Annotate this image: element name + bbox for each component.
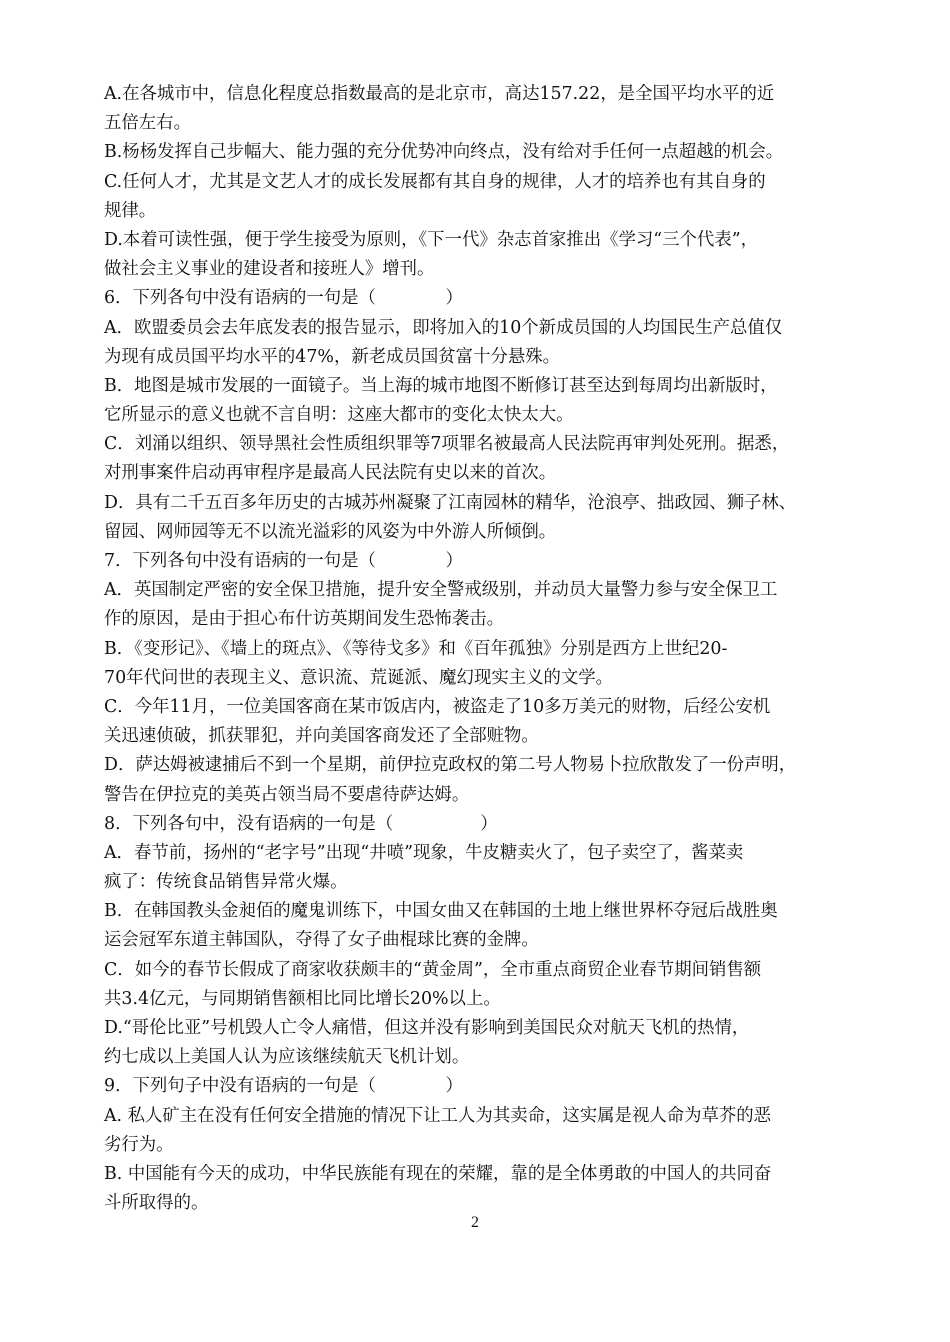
text-line: 70年代问世的表现主义、意识流、荒诞派、魔幻现实主义的文学。 bbox=[104, 667, 614, 688]
text-line: 为现有成员国平均水平的47%，新老成员国贫富十分悬殊。 bbox=[104, 346, 561, 367]
text-line: D.“哥伦比亚”号机毁人亡令人痛惜，但这并没有影响到美国民众对航天飞机的热情， bbox=[104, 1018, 750, 1038]
text-line: 疯了：传统食品销售异常火爆。 bbox=[104, 872, 348, 893]
text-line: 8．下列各句中，没有语病的一句是（ ） bbox=[104, 813, 498, 834]
text-line: D．萨达姆被逮捕后不到一个星期，前伊拉克政权的第二号人物易卜拉欣散发了一份声明， bbox=[104, 755, 797, 776]
text-line: B．在韩国教头金昶佰的魔鬼训练下，中国女曲又在韩国的土地上继世界杯夺冠后战胜奥 bbox=[104, 901, 778, 922]
text-line: 对刑事案件启动再审程序是最高人民法院有史以来的首次。 bbox=[104, 463, 557, 484]
text-line: 关迅速侦破，抓获罪犯，并向美国客商发还了全部赃物。 bbox=[104, 726, 539, 747]
text-line: B. 中国能有今天的成功，中华民族能有现在的荣耀，靠的是全体勇敢的中国人的共同奋 bbox=[104, 1163, 772, 1184]
text-line: A. 私人矿主在没有任何安全措施的情况下让工人为其卖命，这实属是视人命为草芥的恶 bbox=[104, 1105, 772, 1126]
text-line: 斗所取得的。 bbox=[104, 1193, 209, 1214]
text-line: 规律。 bbox=[104, 200, 157, 221]
page-number: 2 bbox=[471, 1214, 479, 1231]
text-line: 五倍左右。 bbox=[104, 113, 191, 134]
text-line: 它所显示的意义也就不言自明：这座大都市的变化太快太大。 bbox=[104, 405, 574, 426]
text-line: A．欧盟委员会去年底发表的报告显示，即将加入的10个新成员国的人均国民生产总值仅 bbox=[104, 317, 783, 338]
text-line: B．地图是城市发展的一面镜子。当上海的城市地图不断修订甚至达到每周均出新版时， bbox=[104, 375, 778, 396]
text-line: B．《变形记》、《墙上的斑点》、《等待戈多》和《百年孤独》分别是西方上世纪20- bbox=[104, 638, 728, 659]
text-line: 留园、网师园等无不以流光溢彩的风姿为中外游人所倾倒。 bbox=[104, 521, 557, 542]
text-line: D．具有二千五百多年历史的古城苏州凝聚了江南园林的精华，沧浪亭、拙政园、狮子林、 bbox=[104, 492, 797, 513]
document-body bbox=[104, 80, 850, 1218]
text-line: C．刘涌以组织、领导黑社会性质组织罪等7项罪名被最高人民法院再审判处死刑。据悉， bbox=[104, 434, 790, 455]
text-line: 9．下列句子中没有语病的一句是（ ） bbox=[104, 1076, 463, 1097]
text-line: 共3.4亿元，与同期销售额相比同比增长20%以上。 bbox=[104, 988, 501, 1009]
text-line: D.本着可读性强，便于学生接受为原则，《下一代》杂志首家推出《学习“三个代表”， bbox=[104, 229, 758, 250]
text-line: 约七成以上美国人认为应该继续航天飞机计划。 bbox=[104, 1047, 470, 1068]
text-line: B.杨杨发挥自己步幅大、能力强的充分优势冲向终点，没有给对手任何一点超越的机会。 bbox=[104, 142, 784, 163]
text-line: 警告在伊拉克的美英占领当局不要虐待萨达姆。 bbox=[104, 784, 470, 805]
text-line: A．英国制定严密的安全保卫措施，提升安全警戒级别，并动员大量警力参与安全保卫工 bbox=[104, 580, 778, 601]
text-line: A.在各城市中，信息化程度总指数最高的是北京市，高达157.22，是全国平均水平的近 bbox=[104, 84, 775, 104]
text-line: 作的原因，是由于担心布什访英期间发生恐怖袭击。 bbox=[104, 609, 504, 630]
text-line: 运会冠军东道主韩国队，夺得了女子曲棍球比赛的金牌。 bbox=[104, 930, 539, 951]
text-line: 6．下列各句中没有语病的一句是（ ） bbox=[104, 288, 463, 309]
text-line: 做社会主义事业的建设者和接班人》增刊。 bbox=[104, 259, 435, 280]
text-line: 7．下列各句中没有语病的一句是（ ） bbox=[104, 551, 463, 571]
text-line: 劣行为。 bbox=[104, 1134, 174, 1155]
text-line: A．春节前，扬州的“老字号”出现“井喷”现象，牛皮糖卖火了，包子卖空了，酱菜卖 bbox=[104, 842, 744, 863]
text-line: C．如今的春节长假成了商家收获颇丰的“黄金周”，全市重点商贸企业春节期间销售额 bbox=[104, 959, 762, 980]
text-line: C.任何人才，尤其是文艺人才的成长发展都有其自身的规律，人才的培养也有其自身的 bbox=[104, 171, 766, 192]
text-line: C．今年11月，一位美国客商在某市饭店内，被盗走了10多万美元的财物，后经公安机 bbox=[104, 696, 771, 717]
